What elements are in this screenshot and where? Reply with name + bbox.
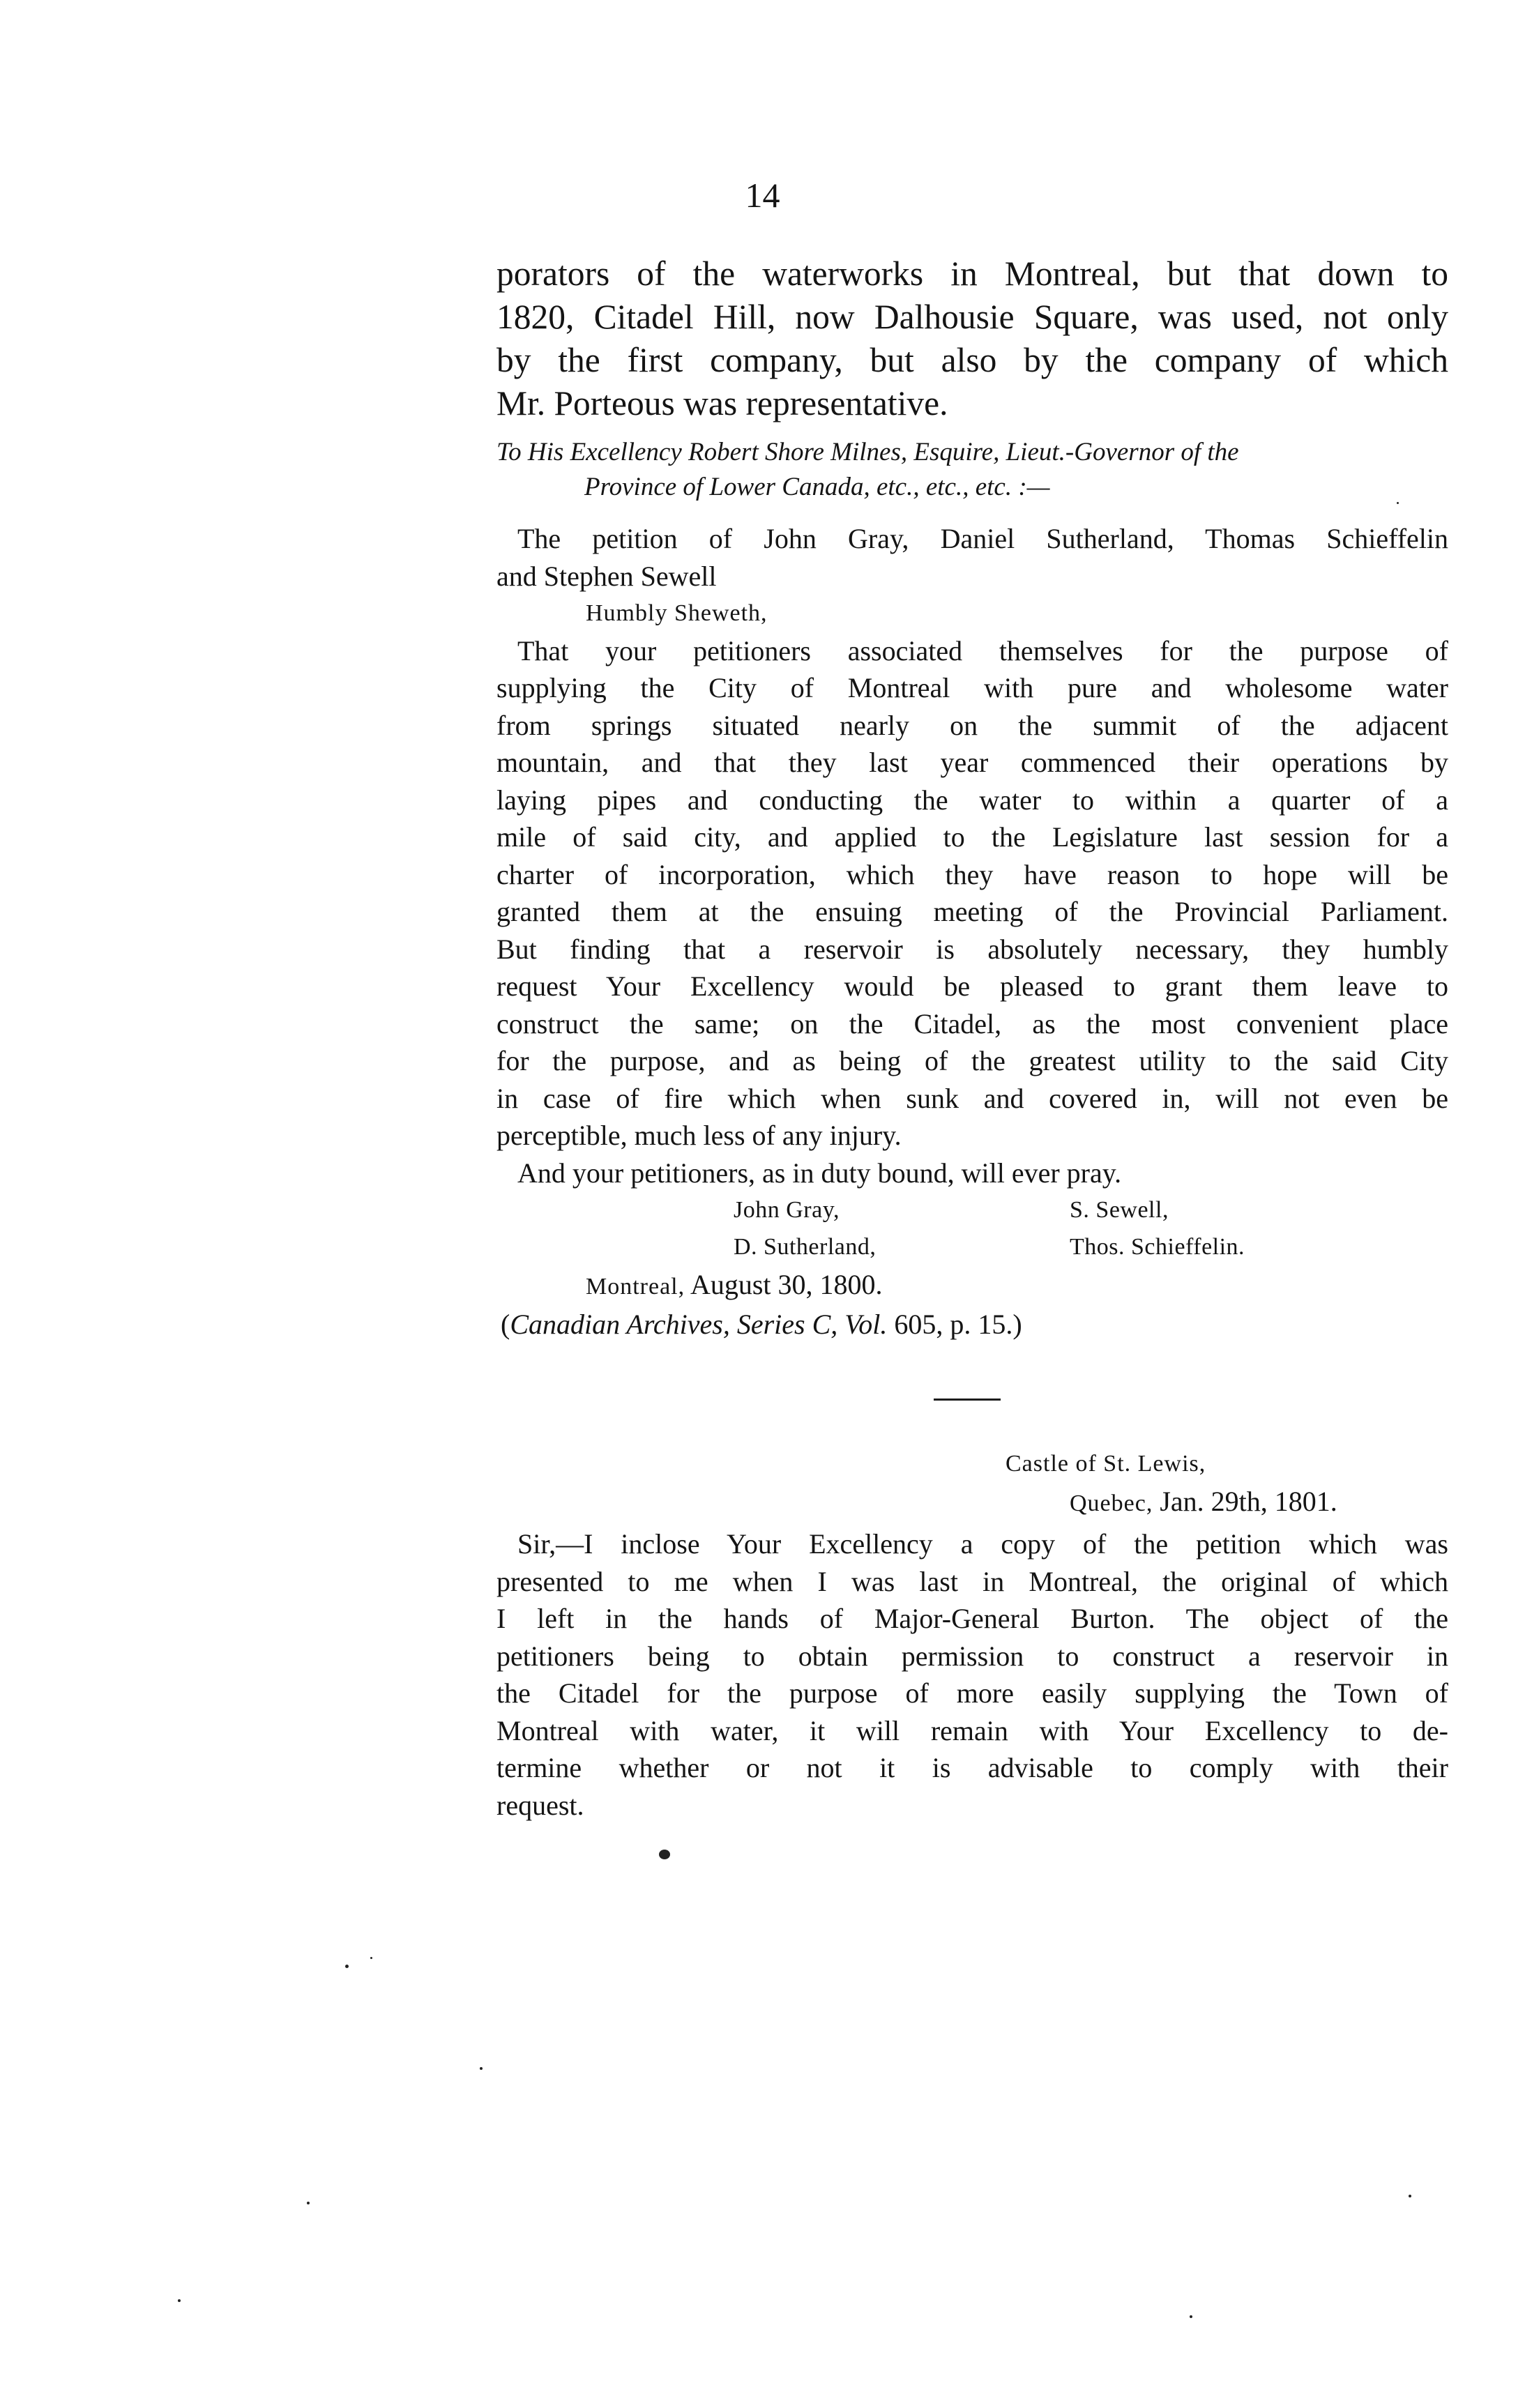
petition-body-line: for the purpose, and as being of the greatest utility to the said City: [496, 1045, 1448, 1076]
petition-body-line: in case of fire which when sunk and covered in, will not even be: [496, 1082, 1448, 1114]
signature-thos-schieffelin: Thos. Schieffelin.: [1070, 1234, 1245, 1260]
source-open: (: [501, 1308, 510, 1340]
scan-speck: [345, 1965, 349, 1968]
letter-heading-city: Quebec,: [1070, 1491, 1153, 1516]
letter-body-line: I left in the hands of Major-General Burton. The object of the: [496, 1603, 1448, 1634]
page-number: 14: [745, 176, 780, 215]
address-line: To His Excellency Robert Shore Milnes, Esquire, Lieut.-Governor of the: [496, 438, 1239, 466]
letter-heading-date: Jan. 29th, 1801.: [1160, 1486, 1337, 1517]
lead-paragraph: [496, 252, 1448, 425]
scan-speck: [480, 2067, 483, 2070]
petition-address: [496, 435, 1448, 505]
letter-body-line: request.: [496, 1789, 584, 1821]
petition-closing: [496, 1155, 1448, 1192]
scan-speck: [1397, 502, 1399, 504]
lead-line: Mr. Porteous was representative.: [496, 384, 948, 422]
petition-body-line: from springs situated nearly on the summit of the adjacent: [496, 709, 1448, 741]
petition-body-line: mile of said city, and applied to the Legislature last session for a: [496, 821, 1448, 853]
petition-body-line: perceptible, much less of any injury.: [496, 1120, 902, 1151]
address-line: Province of Lower Canada, etc., etc., etc. :—: [584, 473, 1050, 501]
scan-speck: [1409, 2195, 1411, 2197]
signature-s-sewell: S. Sewell,: [1070, 1197, 1169, 1223]
letter-body-line: presented to me when I was last in Montreal, the original of which: [496, 1565, 1448, 1597]
petition-body-line: But finding that a reservoir is absolutely necessary, they humbly: [496, 933, 1448, 965]
petition-intro: [496, 520, 1448, 595]
scan-speck: [307, 2202, 310, 2204]
scan-speck: [659, 1850, 670, 1859]
letter-body-line: petitioners being to obtain permission to construct a reservoir in: [496, 1640, 1448, 1672]
petition-body-line: supplying the City of Montreal with pure and wholesome water: [496, 672, 1448, 703]
scan-speck: [178, 2299, 181, 2302]
letter-body-line: the Citadel for the purpose of more easily supplying the Town of: [496, 1677, 1448, 1709]
main-text-block: [496, 252, 1448, 1343]
petition-body-line: charter of incorporation, which they have reason to hope will be: [496, 858, 1448, 890]
petition-body-line: That your petitioners associated themselves for the purpose of: [517, 634, 1448, 666]
closing-line: And your petitioners, as in duty bound, will ever pray.: [517, 1157, 1122, 1189]
lead-line: 1820, Citadel Hill, now Dalhousie Square, was used, not only: [496, 298, 1448, 336]
dateline-date: August 30, 1800.: [690, 1269, 883, 1300]
dateline-place: Montreal,: [586, 1274, 685, 1300]
petition-body-line: request Your Excellency would be pleased to grant them leave to: [496, 970, 1448, 1002]
source-italic: Canadian Archives, Series C, Vol.: [510, 1308, 888, 1340]
letter-body-line: termine whether or not it is advisable to comply with their: [496, 1752, 1448, 1783]
signature-john-gray: John Gray,: [734, 1197, 840, 1223]
section-divider: [934, 1399, 1001, 1401]
petition-body-line: mountain, and that they last year commenced their operations by: [496, 747, 1448, 778]
petition-body-line: construct the same; on the Citadel, as the most convenient place: [496, 1007, 1448, 1039]
petition-salutation: Humbly Sheweth,: [586, 600, 768, 626]
petition-intro-line: The petition of John Gray, Daniel Sutherland, Thomas Schieffelin: [517, 523, 1448, 554]
letter-body: [496, 1525, 1448, 1824]
letter-block: [496, 1445, 1448, 1824]
scan-speck: [1190, 2315, 1192, 2318]
letter-heading: [496, 1445, 1448, 1523]
letter-heading-date-line: [496, 1483, 1448, 1523]
petition-body: [496, 632, 1448, 1155]
signature-block: [496, 1191, 1448, 1266]
scan-speck: [370, 1957, 372, 1959]
lead-line: porators of the waterworks in Montreal, but that down to: [496, 254, 1448, 293]
letter-heading-place: Castle of St. Lewis,: [1006, 1451, 1206, 1477]
source-citation: [496, 1306, 1448, 1343]
lead-line: by the first company, but also by the company of which: [496, 341, 1448, 379]
petition-intro-line: and Stephen Sewell: [496, 560, 717, 592]
petition-body-line: laying pipes and conducting the water to within a quarter of a: [496, 784, 1448, 816]
letter-body-line: Sir,—I inclose Your Excellency a copy of the petition which was: [517, 1528, 1448, 1560]
source-rest: 605, p. 15.): [894, 1308, 1022, 1340]
signature-d-sutherland: D. Sutherland,: [734, 1234, 877, 1260]
letter-body-line: Montreal with water, it will remain with Your Excellency to de-: [496, 1714, 1448, 1746]
petition-dateline: [496, 1266, 1448, 1306]
petition-body-line: granted them at the ensuing meeting of the Provincial Parliament.: [496, 896, 1448, 927]
